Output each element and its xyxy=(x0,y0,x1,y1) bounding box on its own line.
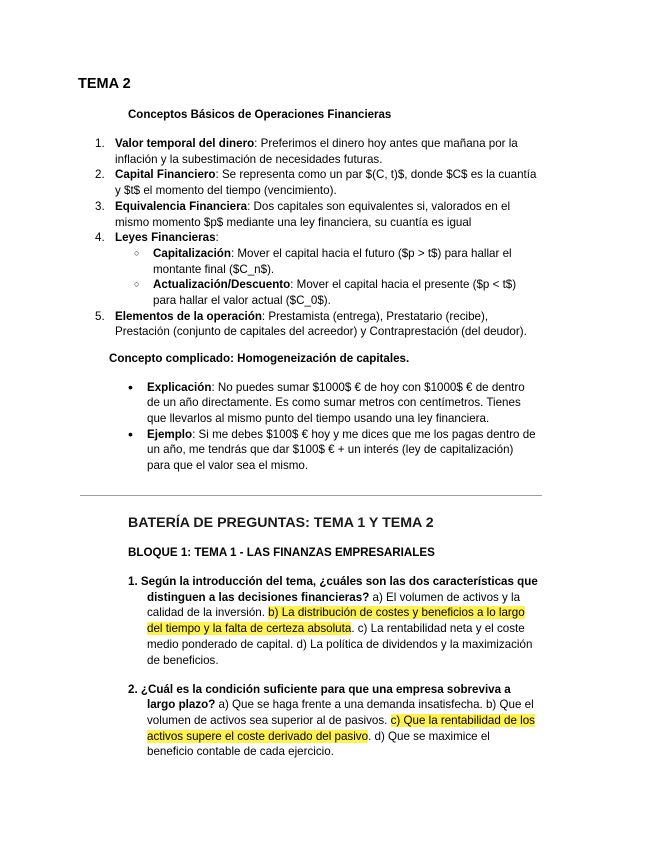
answer-text: medio ponderado de capital. d) La política de dividendos y la maximización xyxy=(147,637,533,651)
answer-text: volumen de activos sea superior al de pasivos. xyxy=(147,713,391,727)
answer-text: . d) Que se maximice el xyxy=(368,729,490,743)
list-item-text: : Preferimos el dinero hoy antes que mañana por la xyxy=(254,137,518,150)
list-item-term: Elementos de la operación xyxy=(115,309,262,323)
answer-text: calidad de la inversión. xyxy=(147,606,269,620)
list-item-term: Capital Financiero xyxy=(115,168,216,182)
page-title: TEMA 2 xyxy=(78,76,131,92)
circle-bullet-icon: ○ xyxy=(134,247,140,258)
question-text: 1. Según la introducción del tema, ¿cuáles son las dos características que xyxy=(128,575,538,588)
subitem-term: Capitalización xyxy=(153,246,231,260)
subitem-term: Actualización/Descuento xyxy=(153,278,291,292)
answer-text: . c) La rentabilidad neta y el coste xyxy=(351,622,525,636)
bullet-text: que llevarlos al mismo punto del tiempo usando una ley financiera. xyxy=(147,411,490,425)
list-number: 3. xyxy=(95,199,105,213)
list-item-text: : xyxy=(215,231,219,245)
bullet-text: de un año directamente. Es como sumar metros con centímetros. Tienes xyxy=(147,396,521,410)
list-number: 2. xyxy=(95,168,105,182)
answer-text: beneficio contable de cada ejercicio. xyxy=(147,745,334,759)
list-number: 4. xyxy=(95,231,105,245)
list-item-text: : Se representa como un par $(C, t)$, donde $C$ es la cuantía xyxy=(215,168,537,182)
bullet-text: : Si me debes $100$ € hoy y me dices que me los pagas dentro de xyxy=(192,427,536,441)
list-number: 1. xyxy=(95,137,105,150)
block-heading: BLOQUE 1: TEMA 1 - LAS FINANZAS EMPRESARIALES xyxy=(128,546,435,559)
subitem-text: : Mover el capital hacia el presente ($p < t$) xyxy=(290,278,517,292)
question-text: distinguen a las decisiones financieras? xyxy=(147,590,370,604)
list-item-text: mismo momento $p$ mediante una ley financiera, su cuantía es igual xyxy=(115,215,472,229)
answer-text: a) Que se haga frente a una demanda insatisfecha. b) Que el xyxy=(215,698,534,712)
horizontal-divider xyxy=(80,495,542,496)
question-text: largo plazo? xyxy=(147,698,216,712)
bullet-term: Ejemplo xyxy=(147,427,193,441)
subitem-text: : Mover el capital hacia el futuro ($p > t$) para hallar el xyxy=(230,246,512,260)
concept-heading: Concepto complicado: Homogeneización de capitales. xyxy=(109,352,410,365)
answer-text: a) El volumen de activos y la xyxy=(369,590,521,604)
highlighted-answer: c) Que la rentabilidad de los xyxy=(390,713,535,727)
answer-text: de beneficios. xyxy=(147,653,219,667)
list-item-text: y $t$ el momento del tiempo (vencimiento). xyxy=(115,184,337,198)
highlighted-answer: del tiempo y la falta de certeza absoluta xyxy=(147,622,352,636)
bullet-text: un año, me tendrás que dar $100$ € + un interés (ley de capitalización) xyxy=(147,443,514,457)
list-item-text: inflación y la subestimación de necesidades futuras. xyxy=(115,152,383,166)
bullet-icon: • xyxy=(128,425,133,442)
circle-bullet-icon: ○ xyxy=(134,279,140,290)
list-item-text: : Dos capitales son equivalentes si, valorados en el xyxy=(247,199,511,213)
list-item-text: : Prestamista (entrega), Prestatario (recibe), xyxy=(261,309,489,323)
highlighted-answer: activos supere el coste derivado del pasivo xyxy=(147,729,369,743)
bullet-text: : No puedes sumar $1000$ € de hoy con $1000$ € de dentro xyxy=(211,380,525,394)
list-item-term: Leyes Financieras xyxy=(115,231,216,245)
list-item-text: Prestación (conjunto de capitales del acreedor) y Contraprestación (del deudor). xyxy=(115,325,527,339)
list-item-term: Equivalencia Financiera xyxy=(115,199,248,213)
highlighted-answer: b) La distribución de costes y beneficios a lo largo xyxy=(268,606,525,620)
bullet-term: Explicación xyxy=(147,380,212,394)
section-subtitle: Conceptos Básicos de Operaciones Financieras xyxy=(128,109,392,121)
list-item-term: Valor temporal del dinero xyxy=(115,137,255,150)
subitem-text: para hallar el valor actual ($C_0$). xyxy=(153,294,331,307)
list-number: 5. xyxy=(95,309,105,323)
bullet-icon: • xyxy=(128,378,133,395)
questions-heading: BATERÍA DE PREGUNTAS: TEMA 1 Y TEMA 2 xyxy=(128,515,434,531)
subitem-text: montante final ($C_n$). xyxy=(153,262,275,276)
bullet-text: para que el valor sea el mismo. xyxy=(147,459,309,472)
question-text: 2. ¿Cuál es la condición suficiente para que una empresa sobreviva a xyxy=(128,682,511,696)
